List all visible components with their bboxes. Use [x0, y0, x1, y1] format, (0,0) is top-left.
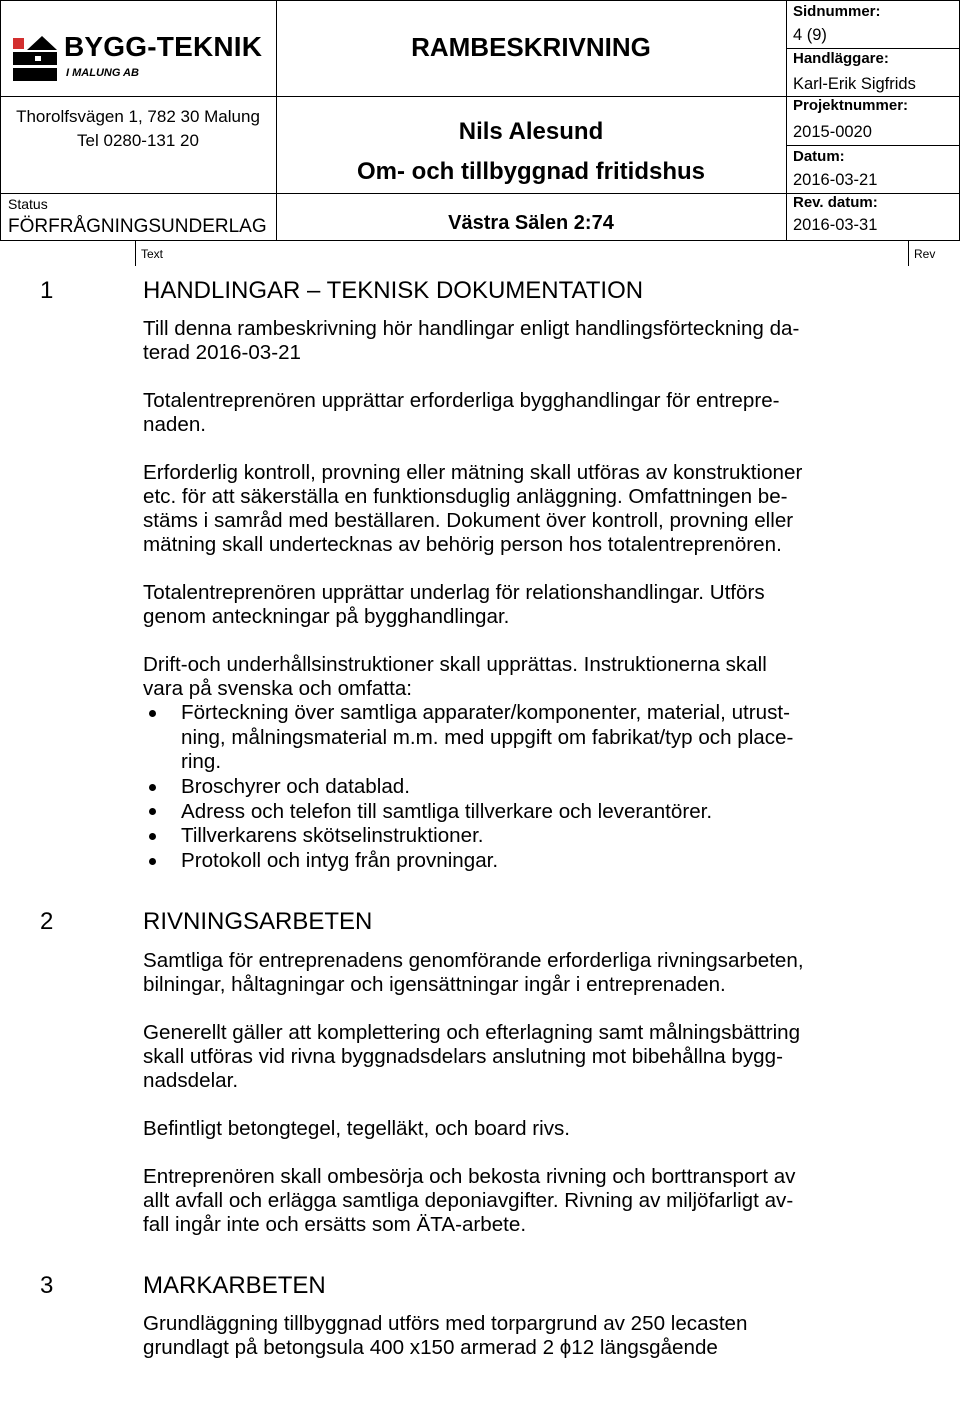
header-table	[0, 0, 960, 241]
header-rule	[786, 145, 960, 146]
text-column-label: Text	[141, 247, 164, 261]
bullet-dot-icon	[149, 808, 156, 815]
revision-date-label: Rev. datum:	[793, 194, 878, 211]
bullet-line: Protokoll och intyg från provningar.	[181, 848, 499, 872]
paragraph-line: Till denna rambeskrivning hör handlingar enligt handlingsförteckning da-	[143, 317, 800, 340]
paragraph-line: mätning skall undertecknas av behörig person hos totalentreprenören.	[143, 533, 782, 556]
paragraph	[143, 317, 960, 365]
project-name: Om- och tillbyggnad fritidshus	[357, 158, 705, 185]
paragraph-line: stäms i samråd med beställaren. Dokument över kontroll, provning eller	[143, 509, 794, 532]
paragraph-line: naden.	[143, 413, 206, 436]
paragraph	[143, 461, 960, 557]
paragraph-line: Grundläggning tillbyggnad utförs med torpargrund av 250 lecasten	[143, 1311, 748, 1335]
case-officer: Karl-Erik Sigfrids	[793, 75, 916, 93]
company-phone: Tel 0280-131 20	[77, 131, 199, 150]
header-rule	[786, 0, 787, 241]
bullet-item	[143, 701, 960, 775]
paragraph-line: skall utföras vid rivna byggnadsdelars anslutning mot bibehållna bygg-	[143, 1044, 783, 1068]
project-number: 2015-0020	[793, 123, 872, 141]
bullet-dot-icon	[149, 710, 156, 717]
section-heading	[0, 907, 960, 937]
logo-wordmark: BYGG-TEKNIK	[64, 31, 263, 62]
bullet-line: ring.	[181, 750, 222, 774]
paragraph-line: nadsdelar.	[143, 1068, 239, 1092]
page-number-label: Sidnummer:	[793, 3, 881, 20]
house-blocks-icon	[10, 32, 60, 84]
paragraph	[143, 949, 960, 997]
section-heading	[0, 1271, 960, 1301]
bullet-line: Förteckning över samtliga apparater/komponenter, material, utrust-	[181, 701, 790, 724]
paragraph-line: terad 2016-03-21	[143, 341, 302, 364]
header-rule	[0, 240, 960, 241]
section-heading	[0, 276, 960, 306]
paragraph-line: fall ingår inte och ersätts som ÄTA-arbete.	[143, 1212, 527, 1236]
paragraph-line: Drift-och underhållsinstruktioner skall upprättas. Instruktionerna skall	[143, 653, 767, 676]
paragraph-line: allt avfall och erlägga samtliga deponiavgifter. Rivning av miljöfarligt av-	[143, 1188, 794, 1212]
status-label: Status	[8, 196, 48, 212]
text-column-marker	[135, 241, 136, 266]
section-title: MARKARBETEN	[143, 1271, 326, 1299]
document-body	[0, 276, 960, 1360]
status-value: FÖRFRÅGNINGSUNDERLAG	[8, 216, 267, 237]
bullet-dot-icon	[149, 784, 156, 791]
paragraph-line: Samtliga för entreprenadens genomförande erforderliga rivningsarbeten,	[143, 948, 804, 972]
revision-date: 2016-03-31	[793, 216, 878, 234]
paragraph	[143, 1165, 960, 1237]
bullet-dot-icon	[149, 858, 156, 865]
date-label: Datum:	[793, 148, 845, 165]
client-name: Nils Alesund	[458, 118, 604, 145]
paragraph-line: Totalentreprenören upprättar erforderliga bygghandlingar för entrepre-	[143, 389, 780, 412]
bullet-item	[143, 824, 960, 849]
bullet-list	[143, 701, 960, 874]
bullet-line: Tillverkarens skötselinstruktioner.	[181, 824, 484, 848]
paragraph-line: grundlagt på betongsula 400 x150 armerad 2 ϕ12 längsgående	[143, 1335, 718, 1359]
page-number: 4 (9)	[793, 26, 827, 44]
bullet-item	[143, 800, 960, 825]
paragraph-line: Befintligt betongtegel, tegelläkt, och board rivs.	[143, 1116, 571, 1140]
paragraph-line: Erforderlig kontroll, provning eller mätning skall utföras av konstruktioner	[143, 461, 803, 484]
bullet-line: Adress och telefon till samtliga tillverkare och leverantörer.	[181, 799, 713, 823]
paragraph	[143, 581, 960, 629]
bullet-item	[143, 849, 960, 874]
paragraph-line: Entreprenören skall ombesörja och bekosta rivning och borttransport av	[143, 1164, 796, 1188]
rev-column-marker	[908, 241, 909, 266]
date-value: 2016-03-21	[793, 171, 878, 189]
bullet-line: Broschyrer och datablad.	[181, 774, 410, 798]
paragraph-line: etc. för att säkerställa en funktionsduglig anläggning. Omfattningen be-	[143, 485, 788, 508]
property-designation: Västra Sälen 2:74	[448, 212, 614, 234]
paragraph	[143, 1312, 960, 1360]
paragraph-line: bilningar, håltagningar och igensättningar ingår i entreprenaden.	[143, 972, 726, 996]
header-rule	[0, 0, 960, 1]
rev-column-label: Rev	[914, 247, 936, 261]
case-officer-label: Handläggare:	[793, 50, 889, 67]
paragraph	[143, 1117, 960, 1141]
section-title: HANDLINGAR – TEKNISK DOKUMENTATION	[143, 277, 644, 304]
section-number: 3	[40, 1271, 54, 1299]
paragraph	[143, 389, 960, 437]
paragraph	[143, 653, 960, 701]
section-number: 2	[40, 907, 54, 935]
bullet-dot-icon	[149, 833, 156, 840]
paragraph-line: Generellt gäller att komplettering och efterlagning samt målningsbättring	[143, 1020, 801, 1044]
project-number-label: Projektnummer:	[793, 97, 909, 114]
logo-subtitle: I MALUNG AB	[66, 67, 139, 79]
bullet-line: ning, målningsmaterial m.m. med uppgift om fabrikat/typ och place-	[181, 725, 794, 749]
paragraph	[143, 1021, 960, 1093]
bullet-item	[143, 775, 960, 800]
paragraph-line: vara på svenska och omfatta:	[143, 677, 413, 700]
paragraph-line: genom anteckningar på bygghandlingar.	[143, 605, 510, 628]
header-rule	[786, 48, 960, 49]
paragraph-line: Totalentreprenören upprättar underlag för relationshandlingar. Utförs	[143, 581, 765, 604]
section-title: RIVNINGSARBETEN	[143, 907, 373, 935]
company-address: Thorolfsvägen 1, 782 30 Malung	[16, 107, 260, 126]
document-title: RAMBESKRIVNING	[411, 32, 651, 62]
section-number: 1	[40, 277, 54, 304]
